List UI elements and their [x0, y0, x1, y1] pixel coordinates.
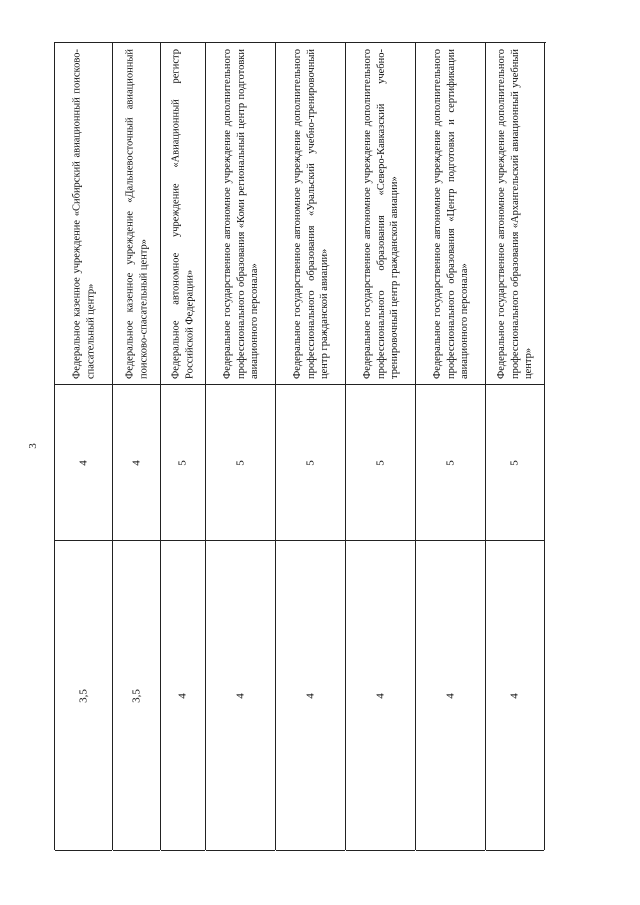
value-a-cell — [346, 385, 415, 541]
table-row — [416, 43, 486, 850]
institution-name: Федеральное казенное учреждение «Сибирский авиационный поисково-спасательный центр» — [71, 48, 96, 379]
value-b-cell — [276, 541, 345, 851]
value-a-cell — [486, 385, 544, 541]
institution-name: Федеральное автономное учреждение «Авиационный регистр Российской Федерации» — [170, 48, 195, 379]
institution-name: Федеральное казенное учреждение «Дальневосточный авиационный поисково-спасательный центр» — [124, 48, 149, 379]
institution-name: Федеральное государственное автономное учреждение дополнительного профессионального образования «Центр подготовки и сертификации авиационного персонала» — [431, 48, 470, 379]
value-b-cell — [161, 541, 205, 851]
institution-name-cell — [55, 43, 112, 385]
value-b-cell — [486, 541, 544, 851]
institution-name-cell — [276, 43, 345, 385]
value-a: 5 — [176, 459, 189, 466]
value-a: 4 — [76, 459, 89, 466]
value-b: 4 — [443, 692, 456, 699]
institution-name-cell — [206, 43, 275, 385]
table-row — [113, 43, 161, 850]
value-b: 3,5 — [76, 688, 89, 703]
value-a: 5 — [303, 459, 316, 466]
institution-name-cell — [416, 43, 485, 385]
value-b: 4 — [233, 692, 246, 699]
value-b-cell — [55, 541, 112, 851]
table-row — [55, 43, 113, 850]
institution-name: Федеральное государственное автономное учреждение дополнительного профессионального образования «Уральский учебно-тренировочный центр гражданской авиации» — [291, 48, 330, 379]
value-b: 4 — [373, 692, 386, 699]
value-a-cell — [113, 385, 160, 541]
value-a-cell — [276, 385, 345, 541]
institutions-table — [54, 42, 546, 850]
table-row — [206, 43, 276, 850]
value-b: 4 — [303, 692, 316, 699]
table-row — [486, 43, 545, 850]
value-b: 3,5 — [129, 688, 142, 703]
table-row — [276, 43, 346, 850]
institution-name: Федеральное государственное автономное учреждение дополнительного профессионального образования «Архангельский авиационный учебный центр» — [495, 48, 534, 379]
institution-name: Федеральное государственное автономное учреждение дополнительного профессионального образования «Коми региональный центр подготовки авиационного персонала» — [221, 48, 260, 379]
value-a-cell — [55, 385, 112, 541]
value-a: 4 — [129, 459, 142, 466]
institution-name-cell — [486, 43, 544, 385]
value-b-cell — [416, 541, 485, 851]
value-b: 4 — [176, 692, 189, 699]
value-b-cell — [206, 541, 275, 851]
value-a-cell — [206, 385, 275, 541]
value-a: 5 — [233, 459, 246, 466]
institution-name-cell — [113, 43, 160, 385]
value-a-cell — [416, 385, 485, 541]
value-a: 5 — [508, 459, 521, 466]
value-b: 4 — [508, 692, 521, 699]
page-number: 3 — [26, 443, 39, 449]
value-a: 5 — [443, 459, 456, 466]
value-b-cell — [113, 541, 160, 851]
institution-name-cell — [346, 43, 415, 385]
value-a: 5 — [373, 459, 386, 466]
institution-name-cell — [161, 43, 205, 385]
institution-name: Федеральное государственное автономное учреждение дополнительного профессионального образования «Северо-Кавказский учебно-тренировочный центр гражданской авиации» — [361, 48, 400, 379]
table-row — [161, 43, 206, 850]
value-a-cell — [161, 385, 205, 541]
table-row — [346, 43, 416, 850]
value-b-cell — [346, 541, 415, 851]
